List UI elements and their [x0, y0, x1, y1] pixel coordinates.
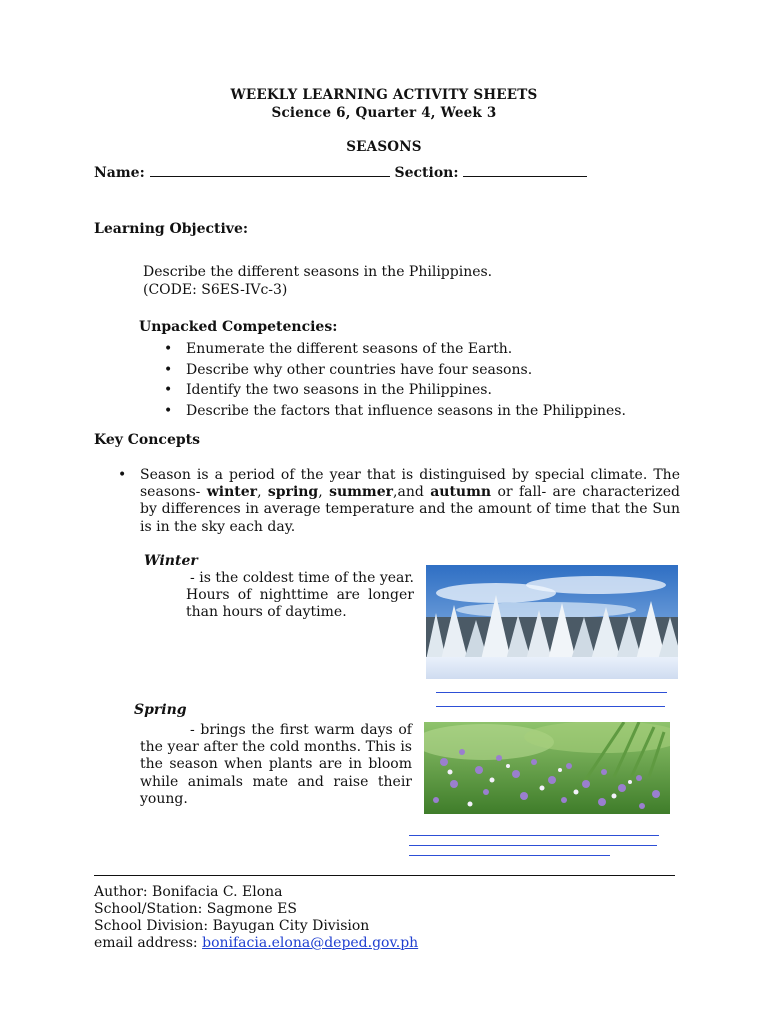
name-section-row: [94, 165, 694, 181]
list-item: • Describe why other countries have four seasons.: [162, 360, 722, 381]
list-item: • Describe the factors that influence seasons in the Philippines.: [162, 401, 722, 422]
sheet-title: WEEKLY LEARNING ACTIVITY SHEETS: [230, 87, 538, 103]
section-field[interactable]: [463, 175, 587, 177]
term-winter: winter: [206, 484, 258, 501]
term-summer: summer: [329, 484, 394, 501]
winter-title: Winter: [144, 553, 198, 569]
winter-text: - is the coldest time of the year. Hours of nighttime are longer than hours of daytime.: [186, 570, 414, 621]
key-concepts-heading: Key Concepts: [94, 432, 201, 448]
email-link[interactable]: bonifacia.elona@deped.gov.ph: [202, 935, 419, 951]
footer-author: Author: Bonifacia C. Elona: [94, 884, 283, 900]
competencies-list: [162, 339, 722, 421]
competencies-heading: Unpacked Competencies:: [139, 319, 338, 335]
topic-title: SEASONS: [346, 139, 422, 155]
winter-caption-link[interactable]: [436, 706, 665, 707]
section-label: Section:: [394, 165, 459, 181]
spring-caption-link[interactable]: [409, 845, 657, 846]
term-autumn: autumn: [430, 484, 492, 501]
list-item: • Identify the two seasons in the Philippines.: [162, 380, 722, 401]
name-field[interactable]: [150, 175, 390, 177]
footer-email-row: [94, 935, 418, 952]
footer-division: School Division: Bayugan City Division: [94, 918, 370, 934]
name-label: Name:: [94, 165, 145, 181]
spring-text: - brings the first warm days of the year after the cold months. This is the season when plants are in bloom while animals mate and raise their young.: [140, 722, 412, 807]
objective-code: (CODE: S6ES-IVc-3): [143, 282, 288, 298]
spring-title: Spring: [134, 702, 187, 718]
spring-photo: [424, 722, 670, 814]
list-item: • Enumerate the different seasons of the Earth.: [162, 339, 722, 360]
winter-photo: [426, 565, 678, 679]
bullet-icon: •: [118, 467, 127, 483]
winter-caption-link[interactable]: [436, 692, 667, 693]
key-concepts-paragraph: Season is a period of the year that is distinguised by special climate. The seasons- winter, spring, summer,and autumn or fall- are characterized by differences in average temperature and the amount of time that the Sun is in the sky each day.: [140, 467, 681, 535]
footer-divider: [94, 875, 675, 876]
spring-caption-link[interactable]: [409, 855, 610, 856]
sheet-subtitle: Science 6, Quarter 4, Week 3: [271, 105, 497, 121]
spring-caption-link[interactable]: [409, 835, 659, 836]
objective-heading: Learning Objective:: [94, 221, 249, 237]
footer-school: School/Station: Sagmone ES: [94, 901, 297, 917]
term-spring: spring: [267, 484, 319, 501]
objective-text: Describe the different seasons in the Philippines.: [143, 264, 493, 280]
email-label: email address:: [94, 935, 198, 951]
